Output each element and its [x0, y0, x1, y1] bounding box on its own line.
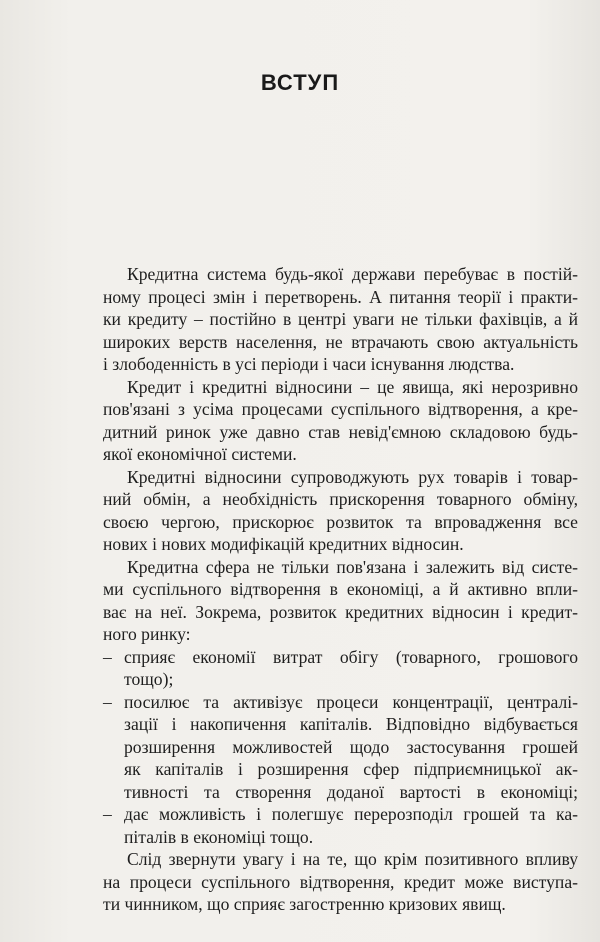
text-line: Кредитні відносини супроводжують рух товарів і товар-	[127, 466, 578, 487]
text-line: дає можливість і полегшує перерозподіл грошей та ка-	[124, 804, 578, 824]
text-line: як капіталів і розширення сфер підприємницької ак-	[124, 759, 578, 779]
text-line: Слід звернути увагу і на те, що крім позитивного впливу	[127, 849, 578, 869]
text-line: дитний ринок уже давно став невід'ємною складовою будь-	[103, 421, 578, 442]
bullet-dash: –	[103, 646, 112, 667]
bullet-item	[103, 691, 578, 714]
text-line: нових і нових модифікацій кредитних відносин.	[103, 534, 464, 554]
text-line: тощо);	[124, 669, 174, 689]
text-line: пов'язані з усіма процесами суспільного відтворення, а кре-	[103, 399, 578, 419]
bullet-item	[103, 803, 578, 826]
text-line: ває на неї. Зокрема, розвиток кредитних відносин і кредит-	[103, 601, 578, 622]
text-line: посилює та активізує процеси концентрації, централі-	[124, 691, 578, 712]
text-line: ний обмін, а необхідність прискорення товарного обміну,	[103, 489, 578, 509]
text-line: ти чинником, що сприяє загостренню кризових явищ.	[103, 894, 506, 914]
text-line: зації і накопичення капіталів. Відповідно відбувається	[124, 714, 578, 734]
bullet-dash: –	[103, 804, 112, 824]
page-heading: ВСТУП	[260, 70, 340, 95]
text-line: Кредитна сфера не тільки пов'язана і залежить від систе-	[127, 556, 578, 577]
text-line: розширення можливостей щодо застосування грошей	[124, 736, 578, 757]
body-text	[103, 263, 578, 916]
text-line: ному процесі змін і перетворень. А питання теорії і практи-	[103, 286, 578, 307]
text-line: тивності та створення доданої вартості в економіці;	[124, 781, 578, 802]
text-line: ного ринку:	[103, 624, 191, 644]
text-line: на процеси суспільного відтворення, кредит може виступа-	[103, 871, 578, 892]
text-line: сприяє економії витрат обігу (товарного, грошового	[124, 646, 578, 667]
text-line: Кредит і кредитні відносини – це явища, які нерозривно	[127, 376, 578, 397]
bullet-item	[103, 646, 578, 669]
text-line: ми суспільного відтворення в економіці, а й активно впли-	[103, 579, 578, 599]
text-line: Кредитна система будь-якої держави перебуває в постій-	[127, 264, 578, 284]
bullet-dash: –	[103, 691, 112, 712]
text-line: якої економічної системи.	[103, 444, 297, 464]
text-line: і злободенність в усі періоди і часи існування людства.	[103, 354, 515, 374]
text-line: піталів в економіці тощо.	[124, 826, 314, 847]
text-line: широких верств населення, не втрачають свою актуальність	[103, 331, 578, 352]
text-line: своєю чергою, прискорює розвиток та впровадження все	[103, 511, 578, 532]
text-line: ки кредиту – постійно в центрі уваги не тільки фахівців, а й	[103, 309, 578, 329]
